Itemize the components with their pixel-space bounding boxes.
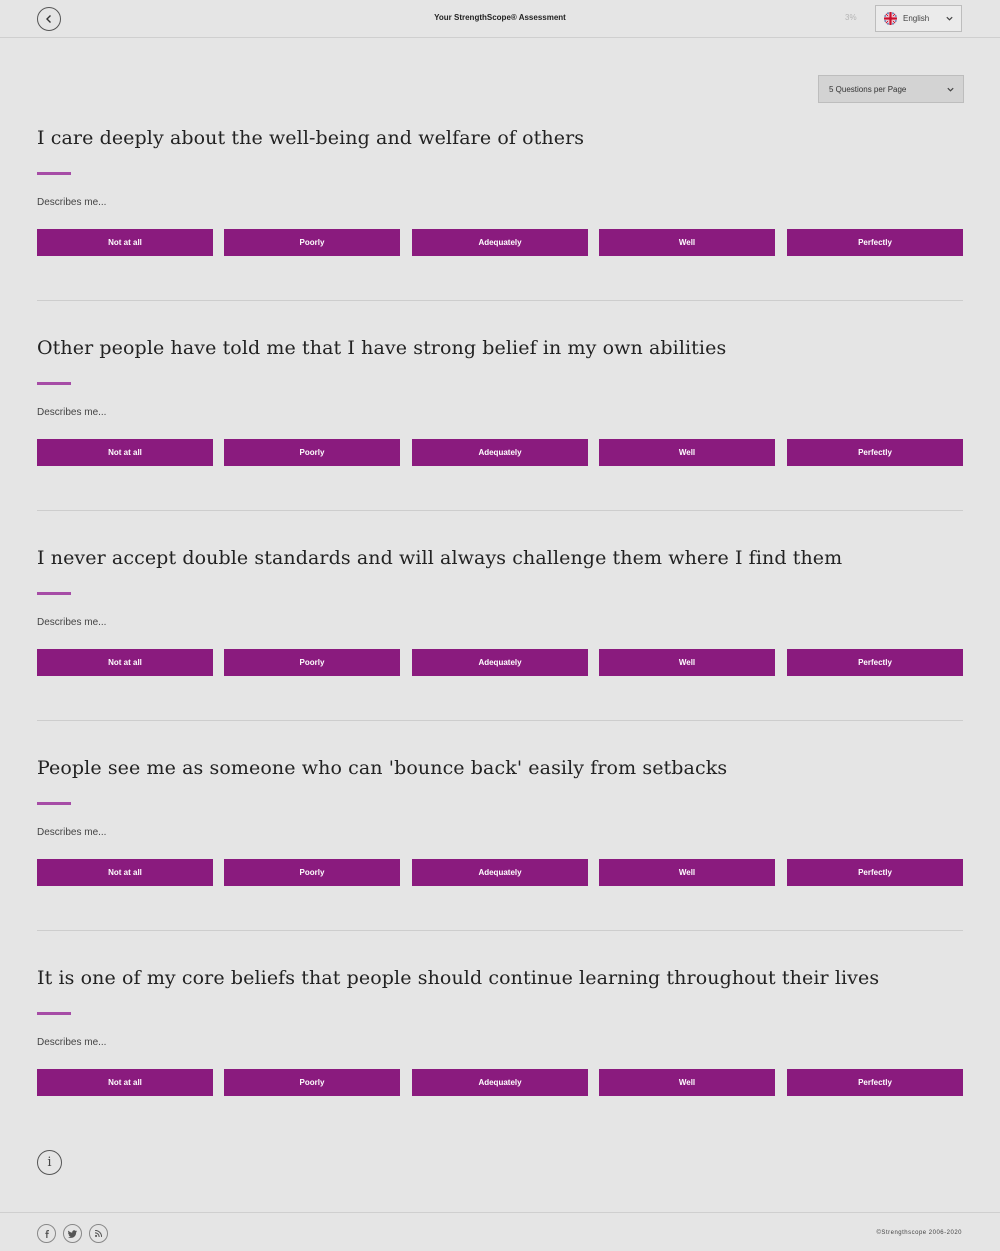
answer-options [37, 439, 963, 466]
answer-option-poorly[interactable]: Poorly [224, 859, 400, 886]
answer-option-poorly[interactable]: Poorly [224, 1069, 400, 1096]
answer-options [37, 229, 963, 256]
question-separator [37, 510, 963, 511]
describes-label: Describes me... [37, 617, 107, 628]
accent-divider [37, 592, 71, 595]
uk-flag-icon [884, 12, 897, 25]
question-block [37, 127, 963, 337]
accent-divider [37, 802, 71, 805]
answer-options [37, 1069, 963, 1096]
answer-option-not-at-all[interactable]: Not at all [37, 439, 213, 466]
chevron-down-icon [945, 14, 954, 23]
facebook-icon [43, 1230, 51, 1238]
question-text: It is one of my core beliefs that people should continue learning throughout their lives [37, 967, 880, 989]
question-separator [37, 300, 963, 301]
header [0, 0, 1000, 38]
accent-divider [37, 172, 71, 175]
question-text: I never accept double standards and will always challenge them where I find them [37, 547, 843, 569]
copyright-text: ©Strengthscope 2006-2020 [876, 1230, 962, 1236]
questions-per-page-select[interactable] [818, 75, 964, 103]
info-button[interactable] [37, 1150, 62, 1175]
describes-label: Describes me... [37, 827, 107, 838]
answer-option-poorly[interactable]: Poorly [224, 439, 400, 466]
answer-option-perfectly[interactable]: Perfectly [787, 1069, 963, 1096]
question-separator [37, 930, 963, 931]
answer-option-well[interactable]: Well [599, 859, 775, 886]
progress-percent: 3% [845, 13, 857, 22]
question-text: People see me as someone who can 'bounce back' easily from setbacks [37, 757, 728, 779]
question-block [37, 757, 963, 967]
question-block [37, 547, 963, 757]
answer-options [37, 859, 963, 886]
twitter-button[interactable] [63, 1224, 82, 1243]
describes-label: Describes me... [37, 1037, 107, 1048]
answer-option-perfectly[interactable]: Perfectly [787, 649, 963, 676]
answer-option-perfectly[interactable]: Perfectly [787, 439, 963, 466]
describes-label: Describes me... [37, 197, 107, 208]
rss-icon [95, 1230, 102, 1237]
answer-option-well[interactable]: Well [599, 439, 775, 466]
accent-divider [37, 1012, 71, 1015]
answer-option-adequately[interactable]: Adequately [412, 649, 588, 676]
answer-options [37, 649, 963, 676]
answer-option-poorly[interactable]: Poorly [224, 229, 400, 256]
answer-option-well[interactable]: Well [599, 1069, 775, 1096]
describes-label: Describes me... [37, 407, 107, 418]
question-block [37, 967, 963, 1177]
question-block [37, 337, 963, 547]
question-text: I care deeply about the well-being and welfare of others [37, 127, 585, 149]
language-label: English [903, 14, 930, 23]
questions-per-page-label: 5 Questions per Page [829, 84, 907, 94]
answer-option-perfectly[interactable]: Perfectly [787, 229, 963, 256]
chevron-down-icon [946, 85, 955, 94]
info-icon: i [47, 1155, 52, 1170]
answer-option-adequately[interactable]: Adequately [412, 439, 588, 466]
language-select[interactable] [875, 5, 962, 32]
answer-option-not-at-all[interactable]: Not at all [37, 229, 213, 256]
answer-option-poorly[interactable]: Poorly [224, 649, 400, 676]
answer-option-well[interactable]: Well [599, 649, 775, 676]
rss-button[interactable] [89, 1224, 108, 1243]
answer-option-not-at-all[interactable]: Not at all [37, 1069, 213, 1096]
answer-option-not-at-all[interactable]: Not at all [37, 859, 213, 886]
question-text: Other people have told me that I have strong belief in my own abilities [37, 337, 727, 359]
answer-option-adequately[interactable]: Adequately [412, 229, 588, 256]
question-separator [37, 720, 963, 721]
answer-option-adequately[interactable]: Adequately [412, 859, 588, 886]
answer-option-well[interactable]: Well [599, 229, 775, 256]
page-title: Your StrengthScope® Assessment [434, 13, 566, 22]
facebook-button[interactable] [37, 1224, 56, 1243]
twitter-icon [68, 1230, 77, 1238]
footer [0, 1212, 1000, 1251]
answer-option-adequately[interactable]: Adequately [412, 1069, 588, 1096]
answer-option-not-at-all[interactable]: Not at all [37, 649, 213, 676]
accent-divider [37, 382, 71, 385]
answer-option-perfectly[interactable]: Perfectly [787, 859, 963, 886]
